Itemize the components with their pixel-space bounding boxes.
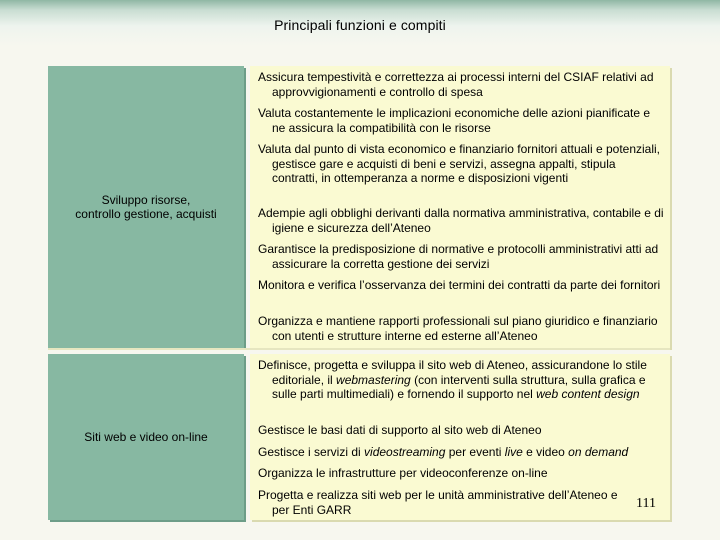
- list-item: Gestisce le basi dati di supporto al sito web di Ateneo: [258, 423, 542, 437]
- section-label-resources: [48, 66, 244, 348]
- list-item: Garantisce la predisposizione di normative e protocolli amministrativi atti ad assicurare la corretta gestione dei servizi: [258, 242, 659, 271]
- list-item: Definisce, progetta e sviluppa il sito web di Ateneo, assicurandone lo stile editoriale, il webmastering (con interventi sulla struttura, sulla grafica e sulle parti multimediali) e fornendo il supporto nel web content design: [258, 358, 647, 401]
- section-items-resources: [250, 66, 670, 348]
- list-item: Valuta dal punto di vista economico e finanziario fornitori attuali e potenziali, gestisce gare e acquisti di beni e servizi, assegna appalti, stipula contratti, in ottemperanza a norme e disposizioni vigenti: [258, 142, 661, 185]
- section-label-line: Siti web e video on-line: [84, 430, 208, 444]
- section-items-web-video: [250, 354, 670, 520]
- list-item: Organizza e mantiene rapporti professionali sul piano giuridico e finanziario con utenti e strutture interne ed esterne all’Ateneo: [258, 314, 658, 343]
- list-item: Valuta costantemente le implicazioni economiche delle azioni pianificate e ne assicura la compatibilità con le risorse: [258, 106, 651, 135]
- section-label-line: Sviluppo risorse,: [101, 193, 191, 207]
- section-divider: [48, 348, 670, 350]
- page-number: 111: [636, 496, 656, 511]
- list-item: Assicura tempestività e correttezza ai processi interni del CSIAF relativi ad approvvigionamenti e controllo di spesa: [258, 70, 654, 99]
- section-label-web-video: [48, 354, 244, 520]
- section-label-line: controllo gestione, acquisti: [75, 207, 217, 221]
- list-item: Progetta e realizza siti web per le unità amministrative dell’Ateneo e per Enti GARR: [258, 488, 618, 517]
- list-item: Monitora e verifica l’osservanza dei termini dei contratti da parte dei fornitori: [258, 278, 661, 292]
- list-item: Gestisce i servizi di videostreaming per eventi live e video on demand: [258, 445, 629, 459]
- page-title: Principali funzioni e compiti: [274, 17, 446, 33]
- list-item: Adempie agli obblighi derivanti dalla normativa amministrativa, contabile e di igiene e sicurezza dell’Ateneo: [258, 206, 664, 235]
- list-item: Organizza le infrastrutture per videoconferenze on-line: [258, 466, 548, 480]
